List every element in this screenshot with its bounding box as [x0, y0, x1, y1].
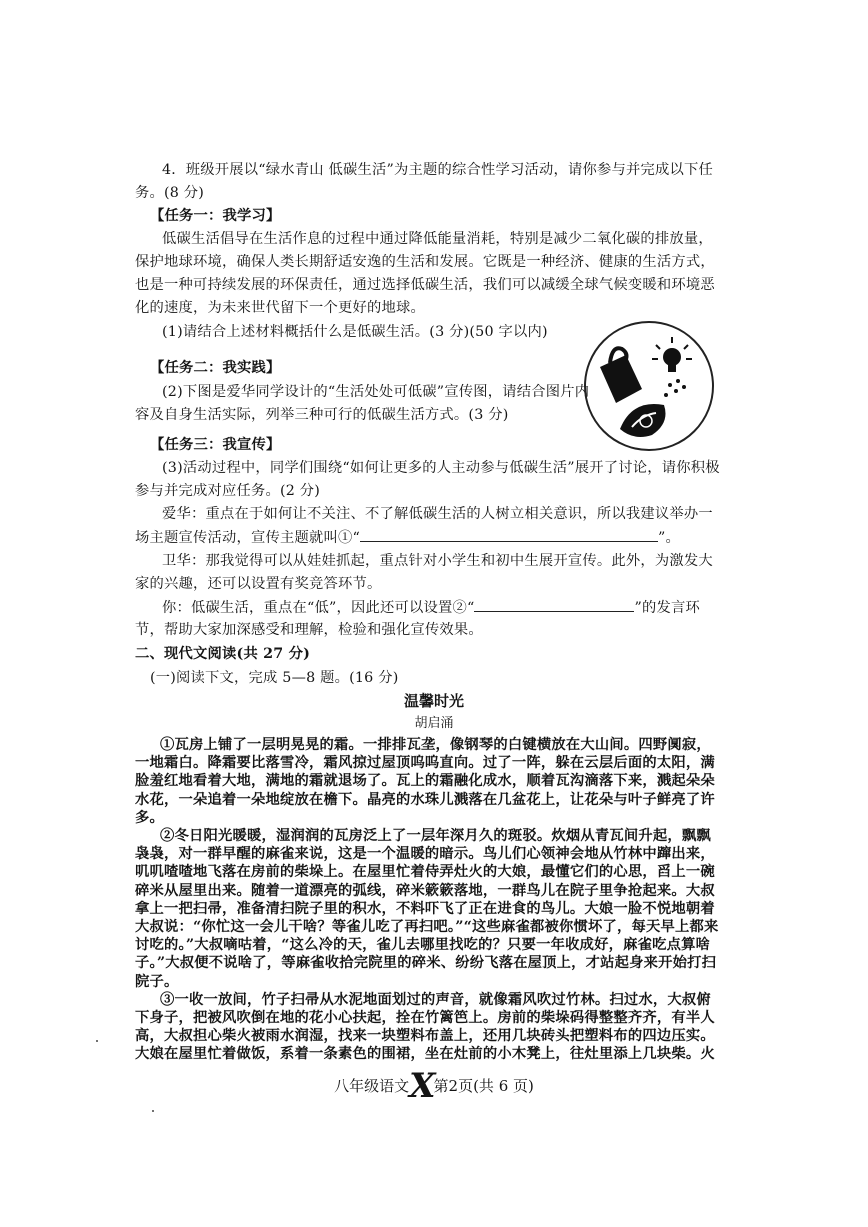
aihua-statement-text: 场主题宣传活动，宣传主题就叫①“: [135, 530, 360, 546]
light-bulb-icon: [652, 337, 692, 372]
task-1-paragraph-line: 保护地球环境，确保人类长期舒适安逸的生活和发展。它既是一种经济、健康的生活方式，: [135, 254, 715, 270]
task-1-paragraph-line: 低碳生活倡导在生活作息的过程中通过降低能量消耗，特别是减少二氧化碳的排放量，: [162, 231, 713, 247]
answer-blank-2[interactable]: [474, 597, 634, 612]
footer-mark: X: [409, 1066, 434, 1106]
article-line: 碎米从屋里出来。随着一道漂亮的弧线，碎米簌簌落地，一群鸟儿在院子里争抢起来。大叔: [135, 882, 715, 899]
article-line: ③一收一放间，竹子扫帚从水泥地面划过的声音，就像霜风吹过竹林。扫过水，大叔俯: [160, 991, 711, 1008]
page-footer: [0, 1066, 868, 1106]
water-drops-icon: [664, 379, 686, 397]
article-line: 袅袅，对一群早醒的麻雀来说，这是一个温暖的暗示。鸟儿们心领神会地从竹林中蹿出来，: [135, 846, 715, 863]
question-4-line-2: 务。(8 分): [135, 185, 205, 201]
article-line: 院子。: [135, 973, 179, 990]
your-statement-text: 你：低碳生活，重点在“低”，因此还可以设置②“: [162, 600, 475, 616]
shopping-bag-icon: [600, 348, 642, 403]
article-line: 一地霜白。降霜要比落雪冷，霜风掠过屋顶呜呜直向。过了一阵，躲在云层后面的太阳，满: [135, 755, 715, 772]
article-title: 温馨时光: [403, 692, 464, 710]
article-line: 下身子，把被风吹倒在地的花小心扶起，拴在竹篱笆上。房前的柴垛码得整整齐齐，有半人: [135, 1010, 715, 1026]
aihua-statement-close: ”。: [657, 530, 680, 546]
task-1-heading: 【任务一：我学习】: [150, 208, 281, 224]
poster-illustration: [586, 323, 712, 449]
article-line: 多。: [135, 809, 164, 826]
weihua-statement-line: 卫华：那我觉得可以从娃娃抓起，重点针对小学生和初中生展开宣传。此外，为激发大: [162, 553, 713, 569]
task-3-question-line: (3)活动过程中，同学们围绕“如何让更多的人主动参与低碳生活”展开了讨论，请你积极: [162, 460, 720, 476]
article-line: ②冬日阳光暖暖，湿润润的瓦房泛上了一层年深月久的斑驳。炊烟从青瓦间升起，飘飘: [160, 828, 711, 844]
your-statement-line: [162, 597, 700, 618]
footer-subject: 八年级语文: [334, 1077, 410, 1095]
task-1-question-1: (1)请结合上述材料概括什么是低碳生活。(3 分)(50 字以内): [162, 324, 548, 340]
article-line: 大娘在屋里忙着做饭，系着一条素色的围裙，坐在灶前的小木凳上，往灶里添上几块柴。火: [135, 1046, 715, 1063]
weihua-statement-line: 家的兴趣，还可以设置有奖竞答环节。: [135, 576, 382, 592]
article-line: ①瓦房上铺了一层明晃晃的霜。一排排瓦垄，像钢琴的白键横放在大山间。四野阒寂，: [160, 737, 711, 753]
answer-blank-1[interactable]: [360, 527, 658, 542]
your-statement-line: 节，帮助大家加深感受和理解，检验和强化宣传效果。: [135, 622, 483, 638]
task-1-paragraph-line: 化的速度，为未来世代留下一个更好的地球。: [135, 300, 425, 316]
article-author: 胡启涌: [414, 716, 454, 731]
low-carbon-poster: [584, 321, 714, 451]
article-line: 高，大叔担心柴火被雨水润湿，找来一块塑料布盖上，还用几块砖头把塑料布的四边压实。: [135, 1028, 715, 1045]
task-3-heading: 【任务三：我宣传】: [150, 437, 281, 453]
footer-page-number: 第2页(共 6 页): [433, 1077, 534, 1095]
section-2-subheading: (一)阅读下文，完成 5—8 题。(16 分): [150, 670, 399, 686]
section-2-heading: 二、现代文阅读(共 27 分): [135, 646, 311, 662]
aihua-statement-line: [135, 527, 680, 548]
task-2-question-line: 容及自身生活实际，列举三种可行的低碳生活方式。(3 分): [135, 407, 509, 423]
article-line: 拿上一把扫帚，准备清扫院子里的积水，不料吓飞了正在进食的鸟儿。大娘一脸不悦地朝着: [135, 900, 715, 917]
task-2-question-line: (2)下图是爱华同学设计的“生活处处可低碳”宣传图，请结合图片内: [162, 384, 590, 400]
article-line: 叽叽喳喳地飞落在房前的柴垛上。在屋里忙着侍弄灶火的大娘，最懂它们的心思，舀上一碗: [135, 864, 715, 881]
leaf-globe-icon: [620, 404, 666, 437]
task-1-paragraph-line: 也是一种可持续发展的环保责任，通过选择低碳生活，我们可以减缓全球气候变暖和环境恶: [135, 277, 715, 293]
scan-speck: [152, 1110, 154, 1112]
task-3-question-line: 参与并完成对应任务。(2 分): [135, 483, 321, 499]
scan-speck: [96, 1040, 98, 1042]
article-line: 脸羞红地看着大地，满地的霜就退场了。瓦上的霜融化成水，顺着瓦沟滴落下来，溅起朵朵: [135, 773, 715, 790]
question-4-line-1: 4．班级开展以“绿水青山 低碳生活”为主题的综合性学习活动，请你参与并完成以下任: [162, 162, 713, 178]
article-line: 大叔说：“你忙这一会儿干啥？等雀儿吃了再扫吧。”“这些麻雀都被你惯坏了，每天早上都来: [135, 919, 719, 935]
article-line: 子。”大叔便不说啥了，等麻雀收拾完院里的碎米、纷纷飞落在屋顶上，才站起身来开始打扫: [135, 955, 717, 972]
your-statement-close: ”的发言环: [634, 600, 700, 616]
article-line: 水花，一朵追着一朵地绽放在檐下。晶亮的水珠儿溅落在几盆花上，让花朵与叶子鲜亮了许: [135, 791, 715, 808]
article-line: 讨吃的。”大叔嘀咕着，“这么冷的天，雀儿去哪里找吃的？只要一年收成好，麻雀吃点算啥: [135, 937, 711, 954]
aihua-statement-line: 爱华：重点在于如何让不关注、不了解低碳生活的人树立相关意识，所以我建议举办一: [162, 506, 713, 522]
task-2-heading: 【任务二：我实践】: [150, 360, 281, 376]
